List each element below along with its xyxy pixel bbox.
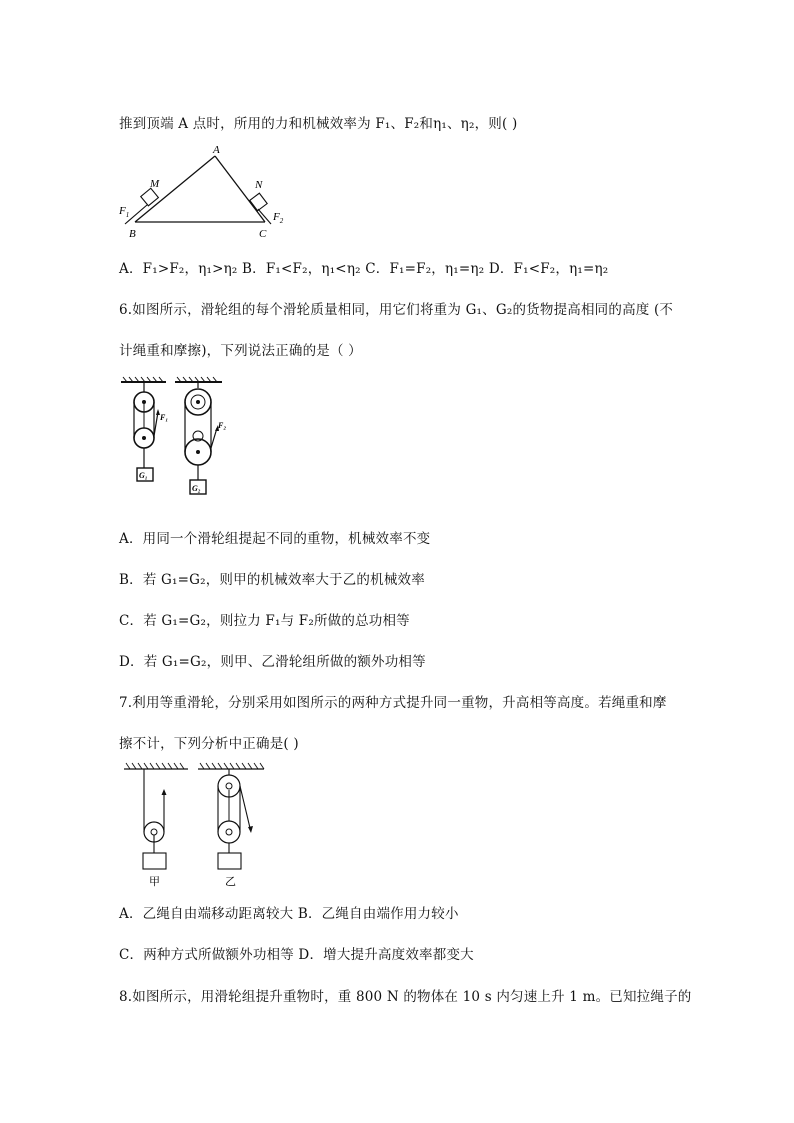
label-f2: $F_2$ bbox=[273, 211, 284, 225]
label-yi: 乙 bbox=[225, 876, 236, 888]
q6-option-d: D．若 G₁=G₂，则甲、乙滑轮组所做的额外功相等 bbox=[119, 654, 426, 670]
label-f2: F₂ bbox=[218, 421, 227, 430]
label-m: M bbox=[150, 178, 160, 190]
q6-stem-line2: 计绳重和摩擦)，下列说法正确的是（ ） bbox=[119, 343, 362, 359]
label-f1: $F_1$ bbox=[119, 205, 130, 219]
label-f1: F₁ bbox=[160, 413, 169, 422]
block-n bbox=[250, 193, 267, 211]
q6-option-b: B．若 G₁=G₂，则甲的机械效率大于乙的机械效率 bbox=[119, 572, 425, 588]
label-b: B bbox=[129, 228, 136, 240]
q6-option-c: C．若 G₁=G₂，则拉力 F₁与 F₂所做的总功相等 bbox=[119, 613, 410, 629]
q6-option-a: A．用同一个滑轮组提起不同的重物，机械效率不变 bbox=[119, 531, 431, 547]
q7-options-line1: A．乙绳自由端移动距离较大 B．乙绳自由端作用力较小 bbox=[119, 906, 459, 922]
label-n: N bbox=[255, 179, 263, 191]
q7-options-line2: C．两种方式所做额外功相等 D．增大提升高度效率都变大 bbox=[119, 947, 474, 963]
q5-incline-figure bbox=[115, 142, 295, 242]
q5-stem: 推到顶端 A 点时，所用的力和机械效率为 F₁、F₂和η₁、η₂，则( ) bbox=[119, 116, 518, 132]
q7-stem-line1: 7.利用等重滑轮，分别采用如图所示的两种方式提升同一重物，升高相等高度。若绳重和摩 bbox=[119, 695, 667, 711]
q7-stem-line2: 擦不计，下列分析中正确是( ) bbox=[119, 736, 299, 752]
block-m bbox=[141, 188, 159, 206]
label-g2: G₂ bbox=[192, 484, 201, 493]
q6-stem-line1: 6.如图所示，滑轮组的每个滑轮质量相同，用它们将重为 G₁、G₂的货物提高相同的高度 (不 bbox=[119, 302, 674, 318]
label-g1: G₁ bbox=[139, 471, 148, 480]
label-jia: 甲 bbox=[149, 876, 160, 888]
q8-stem-line1: 8.如图所示，用滑轮组提升重物时，重 800 N 的物体在 10 s 内匀速上升 1 m。已知拉绳子的 bbox=[119, 989, 692, 1005]
label-c: C bbox=[259, 228, 267, 240]
q5-options: A．F₁>F₂，η₁>η₂ B．F₁<F₂，η₁<η₂ C．F₁=F₂，η₁=η₂ D．F₁<F₂，η₁=η₂ bbox=[119, 261, 609, 277]
q7-pulley-figure bbox=[122, 760, 272, 888]
label-a: A bbox=[213, 144, 220, 156]
q6-pulley-figure bbox=[118, 376, 230, 504]
